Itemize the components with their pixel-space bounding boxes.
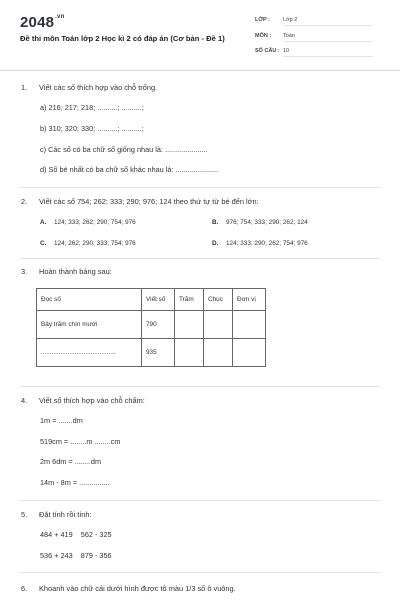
q1-line-d: d) Số bé nhất có ba chữ số khác nhau là: ..................... — [40, 165, 219, 174]
q5-line-2: 536 + 243 879 - 356 — [40, 551, 112, 560]
q1-line-a: a) 216; 217; 218; ..........; ..........; — [40, 103, 144, 112]
number-table — [36, 288, 266, 367]
divider — [20, 386, 380, 387]
table-cell: 935 — [142, 339, 175, 367]
divider — [20, 258, 380, 259]
q2-option-a[interactable]: A. 124; 333; 262; 290; 754; 976 — [40, 219, 136, 226]
q5-line-1: 484 + 419 562 - 325 — [40, 530, 112, 539]
question-number: 3. — [21, 267, 28, 276]
q4-line-1: 1m = .......dm — [40, 416, 83, 425]
table-cell[interactable] — [204, 339, 233, 367]
q1-line-c: c) Các số có ba chữ số giống nhau là: ..................... — [40, 145, 208, 154]
meta-class: LỚP : Lớp 2 — [255, 17, 373, 26]
table-cell: 790 — [142, 311, 175, 339]
page-header — [0, 0, 400, 71]
question-number: 5. — [21, 510, 28, 519]
divider — [20, 187, 380, 188]
question-text: Khoanh vào chữ cái dưới hình được tô màu 1/3 số ô vuông. — [39, 584, 236, 593]
table-row — [37, 311, 266, 339]
table-cell[interactable] — [204, 311, 233, 339]
question-number: 1. — [21, 83, 28, 92]
table-cell[interactable] — [175, 339, 204, 367]
q4-line-4: 14m - 8m = ............... — [40, 478, 110, 487]
table-cell[interactable] — [175, 311, 204, 339]
q2-option-b[interactable]: B. 976; 754; 333; 290; 262; 124 — [212, 219, 308, 226]
question-text: Viết số thích hợp vào chỗ chấm: — [39, 396, 145, 405]
question-text: Hoàn thành bảng sau: — [39, 267, 112, 276]
divider — [20, 500, 380, 501]
q2-option-c[interactable]: C. 124; 262; 290; 333; 754; 976 — [40, 240, 136, 247]
meta-subject: MÔN : Toán — [255, 33, 373, 42]
table-header: Chục — [204, 289, 233, 311]
table-header: Đọc số — [37, 289, 142, 311]
table-header: Trăm — [175, 289, 204, 311]
exam-title: Đề thi môn Toán lớp 2 Học kì 2 có đáp án (Cơ bản - Đề 1) — [20, 34, 225, 43]
q4-line-2: 519cm = ........m ........cm — [40, 437, 121, 446]
question-text: Viết các số 754; 262; 333; 290; 976; 124 theo thứ tự từ bé đến lớn: — [39, 197, 259, 206]
question-number: 2. — [21, 197, 28, 206]
meta-question-count: SỐ CÂU : 10 — [255, 48, 373, 57]
site-logo[interactable]: $2048^{.vn}$ — [20, 14, 65, 31]
question-text: Viết các số thích hợp vào chỗ trống. — [39, 83, 158, 92]
q4-line-3: 2m 6dm = ........dm — [40, 457, 102, 466]
q2-option-d[interactable]: D. 124; 333; 290; 262; 754; 976 — [212, 240, 308, 247]
table-cell: Bảy trăm chín mươi — [37, 311, 142, 339]
table-cell[interactable] — [233, 339, 266, 367]
question-text: Đặt tính rồi tính: — [39, 510, 92, 519]
table-cell[interactable]: .......................................... — [37, 339, 142, 367]
question-number: 4. — [21, 396, 28, 405]
table-row — [37, 339, 266, 367]
divider — [20, 572, 380, 573]
table-header-row — [37, 289, 266, 311]
table-header: Đơn vị — [233, 289, 266, 311]
q1-line-b: b) 310; 320; 330; ..........; ..........; — [40, 124, 144, 133]
question-number: 6. — [21, 584, 28, 593]
table-header: Viết số — [142, 289, 175, 311]
table-cell[interactable] — [233, 311, 266, 339]
